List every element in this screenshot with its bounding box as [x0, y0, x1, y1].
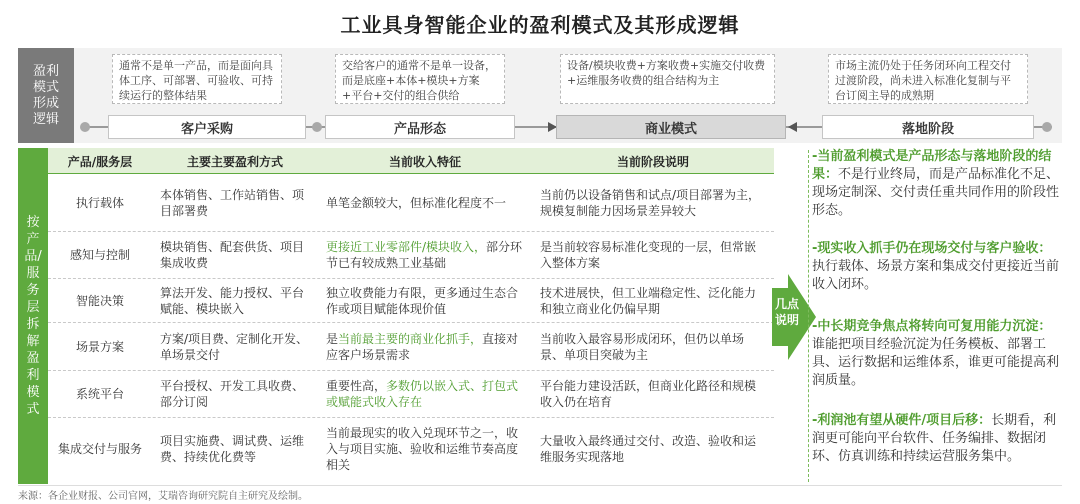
row-feature-plain: 重要性高，	[326, 379, 387, 393]
arrow-left-icon	[788, 122, 797, 132]
row-layer: 场景方案	[75, 339, 124, 354]
table-row	[48, 418, 774, 480]
table-side-label: 按产品/服务层拆解盈利模式	[18, 148, 48, 484]
row-method: 算法开发、能力授权、平台赋能、模块嵌入	[160, 285, 305, 316]
conclusion-highlight: -现实收入抓手仍在现场交付与客户验收：	[812, 241, 1052, 256]
source-note: 来源：各企业财报、公司官网，艾瑞咨询研究院自主研究及绘制。	[18, 491, 308, 502]
row-feature	[326, 425, 524, 473]
stage-procurement: 客户采购	[108, 115, 306, 139]
row-stage: 技术进展快，但工业端稳定性、泛化能力和独立商业化仍偏早期	[540, 285, 757, 316]
connector-dot	[80, 122, 90, 132]
row-stage: 当前收入最容易形成闭环，但仍以单场景、单项目突破为主	[540, 331, 745, 362]
row-layer: 集成交付与服务	[57, 442, 142, 456]
row-layer: 系统平台	[75, 387, 124, 401]
stage-landing: 落地阶段	[822, 115, 1034, 139]
row-feature	[326, 195, 506, 211]
table-row	[48, 279, 774, 323]
arrow-label: 几点说明	[774, 297, 799, 327]
conclusion-text: 长期看，利润更可能向平台软件、任务编排、数据闭环、仿真训练和持续运营服务集中。	[812, 413, 1057, 464]
stage-desc-procurement: 通常不是单一产品，而是面向具体工序、可部署、可验收、可持续运行的整体结果	[112, 54, 282, 104]
conclusion-item	[812, 148, 1060, 220]
header-layer: 产品/服务层	[67, 154, 133, 169]
chart-title: 工业具身智能企业的盈利模式及其形成逻辑	[340, 13, 740, 37]
conclusion-item	[812, 240, 1060, 294]
row-feature	[326, 378, 524, 410]
row-method: 项目实施费、调试费、运维费、持续优化费等	[160, 434, 305, 464]
header-method: 主要主要盈利方式	[186, 154, 283, 169]
row-feature-plain: 独立收费能力有限，更多通过生态合作或项目赋能体现价值	[326, 285, 519, 316]
row-feature-tail: 部分环节已有较成熟工业基础	[326, 240, 523, 270]
footer-divider	[18, 485, 1062, 486]
row-feature-highlight: 更接近工业零部件/模块收入，	[326, 240, 487, 254]
row-method: 方案/项目费、定制化开发、单场景交付	[160, 331, 309, 362]
row-method: 模块销售、配套供货、项目集成收费	[160, 240, 305, 270]
row-feature	[326, 285, 524, 317]
row-method: 平台授权、开发工具收费、部分订阅	[160, 379, 305, 409]
conclusion-item	[812, 318, 1060, 390]
table-row	[48, 175, 774, 232]
row-stage: 是当前较容易标准化变现的一层，但常嵌入整体方案	[540, 240, 757, 270]
conclusion-item	[812, 412, 1060, 466]
top-section-label: 盈利模式形成逻辑	[18, 48, 74, 143]
row-feature-plain: 单笔金额较大，但标准化程度不一	[326, 196, 507, 210]
stage-business-model: 商业模式	[556, 115, 786, 139]
row-feature-plain: 当前最现实的收入兑现环节之一，收入与项目实施、验收和运维节奏高度相关	[326, 426, 519, 472]
revenue-table	[48, 148, 774, 484]
header-stage: 当前阶段说明	[616, 154, 689, 169]
conclusion-text: 不是行业终局，而是产品标准化不足、现场定制深、交付责任重共同作用的阶段性形态。	[812, 167, 1060, 218]
stage-product-form: 产品形态	[325, 115, 515, 139]
row-stage: 大量收入最终通过交付、改造、验收和运维服务实现落地	[540, 434, 757, 464]
stage-desc-business-model: 设备/模块收费+方案收费+实施交付收费+运维服务收费的组合结构为主	[560, 54, 775, 104]
row-layer: 智能决策	[75, 293, 124, 308]
conclusion-text: 执行载体、场景方案和集成交付更接近当前收入闭环。	[812, 259, 1060, 292]
row-feature-plain: 是	[326, 331, 339, 346]
table-row	[48, 232, 774, 279]
conclusion-highlight: -利润池有望从硬件/项目后移：	[812, 413, 992, 428]
conclusion-divider	[808, 150, 809, 482]
row-stage: 当前仍以设备销售和试点/项目部署为主，规模复制能力因场景差异较大	[540, 188, 761, 218]
connector-dot	[312, 122, 322, 132]
row-layer: 执行载体	[75, 196, 124, 210]
row-feature	[326, 331, 524, 363]
row-feature-highlight: 当前最主要的商业化抓手，	[338, 331, 483, 346]
row-feature	[326, 239, 524, 271]
header-feature: 当前收入特征	[388, 154, 461, 169]
stage-desc-product-form: 交给客户的通常不是单一设备，而是底座+本体+模块+方案+平台+交付的组合供给	[335, 54, 505, 104]
conclusion-highlight: -中长期竞争焦点将转向可复用能力沉淀：	[812, 319, 1052, 334]
row-stage: 平台能力建设活跃，但商业化路径和规模收入仍在培育	[540, 379, 757, 409]
row-feature-highlight: 多数仍以嵌入式、打包式或赋能式收入存在	[326, 379, 519, 409]
conclusion-text: 谁能把项目经验沉淀为任务模板、部署工具、运行数据和运维体系，谁更可能提高利润质量。	[812, 337, 1060, 388]
row-feature-tail: 直接对应客户场景需求	[326, 331, 519, 362]
conclusion-highlight: -当前盈利模式是产品形态与落地阶段的结果：	[812, 149, 1052, 182]
stage-desc-landing: 市场主流仍处于任务闭环向工程交付过渡阶段，尚未进入标准化复制与平台订阅主导的成熟期	[828, 54, 1028, 104]
table-row	[48, 323, 774, 371]
connector-dot	[1042, 122, 1052, 132]
row-method: 本体销售、工作站销售、项目部署费	[160, 188, 305, 218]
row-layer: 感知与控制	[69, 248, 130, 262]
table-header	[48, 148, 774, 174]
table-row	[48, 371, 774, 418]
